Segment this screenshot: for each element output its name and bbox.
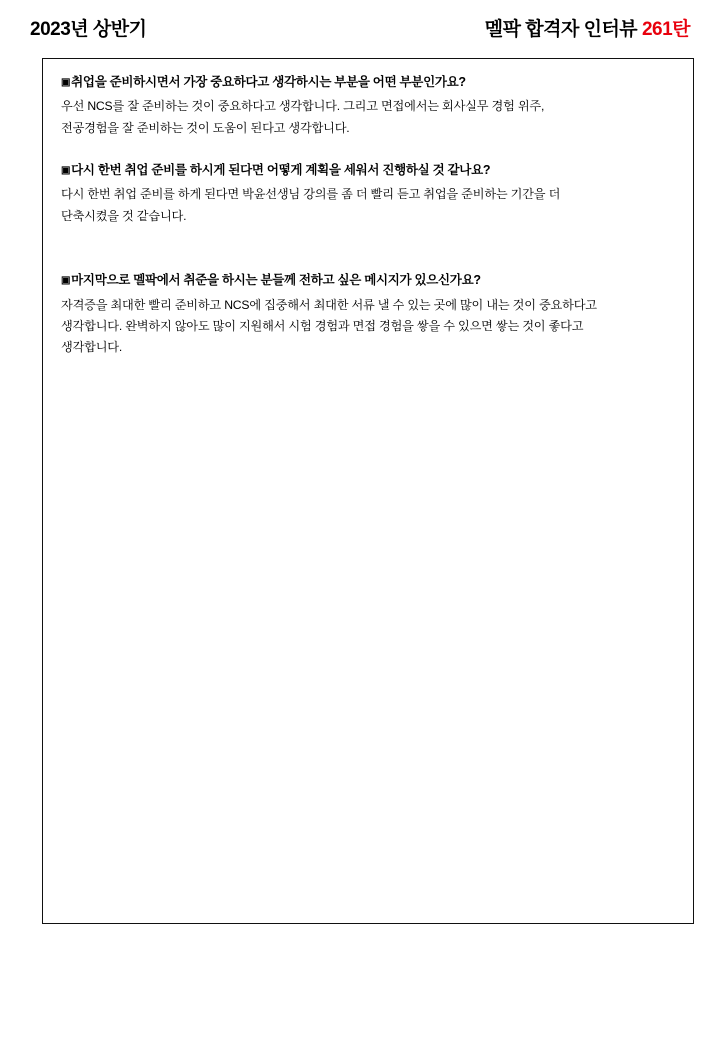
- question-2-text: 다시 한번 취업 준비를 하시게 된다면 어떻게 계획을 세워서 진행하실 것 같나요?: [71, 163, 491, 178]
- qa-item-3: [61, 271, 675, 358]
- question-1-text: 취업을 준비하시면서 가장 중요하다고 생각하시는 부분을 어떤 부분인가요?: [71, 75, 466, 89]
- answer-3-line-1: 자격증을 최대한 빨리 준비하고 NCS에 집중해서 최대한 서류 낼 수 있는 곳에 많이 내는 것이 중요하다고: [61, 297, 597, 312]
- header-period-title: 2023년 상반기: [30, 18, 147, 40]
- qa-item-1: [61, 73, 675, 139]
- question-3-text: 마지막으로 멜팍에서 취준을 하시는 분들께 전하고 싶은 메시지가 있으신가요?: [71, 273, 481, 288]
- answer-3-line-3: 생각합니다.: [61, 340, 123, 355]
- interview-content-box: [42, 58, 694, 924]
- bullet-marker-icon: ▣: [61, 275, 71, 287]
- question-1: [61, 73, 675, 92]
- answer-3: [61, 295, 675, 359]
- page-header: [0, 12, 720, 42]
- answer-1-line-1: 우선 NCS를 잘 준비하는 것이 중요하다고 생각합니다. 그리고 면접에서는 회사실무 경험 위주,: [61, 99, 545, 114]
- bullet-marker-icon: ▣: [61, 165, 71, 177]
- header-series-title: [485, 14, 690, 41]
- question-3: [61, 271, 675, 290]
- answer-2-line-2: 단축시켰을 것 같습니다.: [61, 208, 187, 223]
- answer-1-line-2: 전공경험을 잘 준비하는 것이 도움이 된다고 생각합니다.: [61, 120, 350, 135]
- answer-3-line-2: 생각합니다. 완벽하지 않아도 많이 지원해서 시험 경험과 면접 경험을 쌓을 수 있으면 쌓는 것이 좋다고: [61, 318, 584, 333]
- header-series-label: 멜팍 합격자 인터뷰: [484, 18, 642, 40]
- header-episode-number: 261탄: [641, 18, 690, 40]
- answer-1: [61, 96, 675, 139]
- qa-item-2: [61, 161, 675, 227]
- answer-2-line-1: 다시 한번 취업 준비를 하게 된다면 박윤선생님 강의를 좀 더 빨리 듣고 취업을 준비하는 기간을 더: [61, 187, 561, 202]
- question-2: [61, 161, 675, 180]
- answer-2: [61, 184, 675, 227]
- bullet-marker-icon: ▣: [61, 77, 71, 88]
